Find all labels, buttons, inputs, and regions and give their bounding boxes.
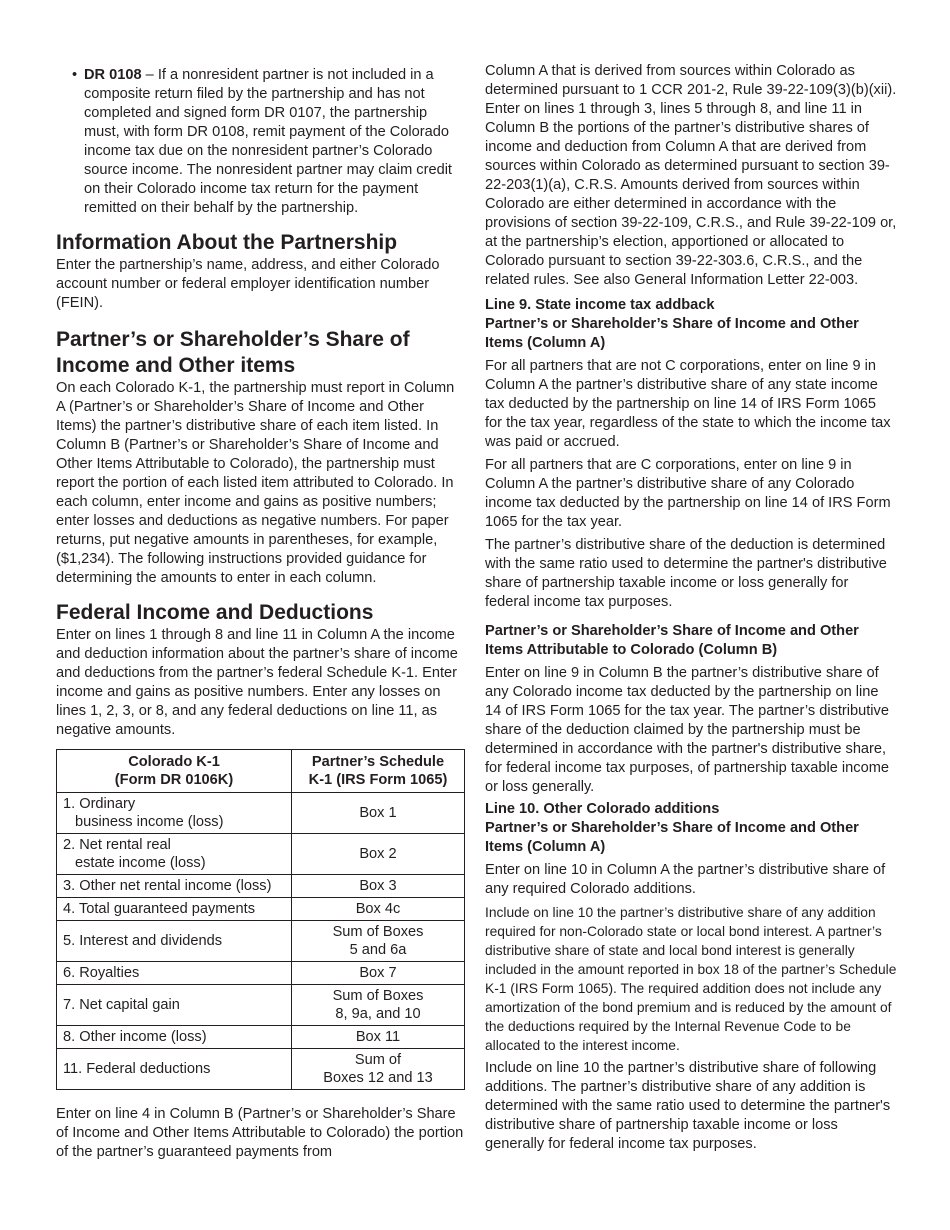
table-row bbox=[57, 921, 465, 962]
line10-paragraph-1: Enter on line 10 in Column A the partner’s distributive share of any required Colorado additions. bbox=[485, 862, 886, 897]
bullet-text: – If a nonresident partner is not included in a composite return filed by the partnership and has not completed and signed form DR 0107, the partnership must, with form DR 0108, remit payment of the Colorado income tax due on the nonresident partner’s Colorado source income. The nonresident partner may claim credit on their Colorado income tax return for the payment remitted on their behalf by the partnership. bbox=[84, 67, 452, 216]
line10-heading: Line 10. Other Colorado additions bbox=[485, 801, 720, 817]
continued-text: Column A that is derived from sources within Colorado as determined pursuant to 1 CCR 201-2, Rule 39-22-109(3)(b)(xii). Enter on lines 1 through 3, lines 5 through 8, and line 11 in Column B the portions of the partner’s distributive shares of income and deduction from Column A that are derived from sources within Colorado as determined pursuant to section 39-22-203(1)(a), C.R.S. Amounts derived from sources within Colorado are either determined in accordance with the provisions of section 39-22-109, C.R.S., and Rule 39-22-109 or, at the partnership’s election, apportioned or allocated to Colorado pursuant to section 39-22-303.6, C.R.S., and the related rules. See also General Information Letter 22-003. bbox=[485, 63, 897, 288]
line9-column-b-text: Enter on line 9 in Column B the partner’s distributive share of any Colorado income tax deducted by the partnership on line 14 of IRS Form 1065 for the tax year. The partner’s distributive share of the deduction claimed by the partnership must be determined in accordance with the partner's distributive share, for federal income tax purposes, of partnership taxable income or loss generally. bbox=[485, 665, 889, 795]
federal-box: Box 2 bbox=[292, 834, 465, 875]
table-row bbox=[57, 898, 465, 921]
table-row bbox=[57, 962, 465, 985]
line10-paragraph-3: Include on line 10 the partner’s distributive share of following additions. The partner’s distributive share of any addition is determined with the same ratio used to determine the partner's distributive share of partnership taxable income or loss generally for federal income tax purposes. bbox=[485, 1060, 891, 1152]
line9-heading: Line 9. State income tax addback bbox=[485, 297, 715, 313]
line9-paragraph-1: For all partners that are not C corporations, enter on line 9 in Column A the partner’s distributive share of any state income tax deducted by the partnership on line 14 of IRS Form 1065 for the tax year, regardless of the state to which the income tax was paid or accrued. bbox=[485, 358, 891, 450]
bullet-term: DR 0108 bbox=[84, 67, 142, 83]
right-column bbox=[485, 62, 897, 1154]
k1-mapping-table bbox=[56, 749, 465, 1090]
k1-line-item: 3. Other net rental income (loss) bbox=[57, 875, 292, 898]
line9-paragraph-2: For all partners that are C corporations, enter on line 9 in Column A the partner’s distributive share of any Colorado income tax deducted by the partnership on line 14 of IRS Form 1065 for the tax year. bbox=[485, 457, 891, 530]
table-row bbox=[57, 1026, 465, 1049]
federal-box: Sum of Boxes 8, 9a, and 10 bbox=[292, 985, 465, 1026]
fed-heading: Federal Income and Deductions bbox=[56, 601, 374, 624]
line10-column-a-heading: Partner’s or Shareholder’s Share of Income and Other Items (Column A) bbox=[485, 820, 859, 855]
federal-box: Box 1 bbox=[292, 793, 465, 834]
federal-box: Box 7 bbox=[292, 962, 465, 985]
k1-line-item: 1. Ordinary business income (loss) bbox=[57, 793, 292, 834]
line10-paragraph-2: Include on line 10 the partner’s distributive share of any addition required for non-Colorado state or local bond interest. A partner’s distributive share of state and local bond interest is generally included in the amount reported in box 18 of the partner’s Schedule K-1 (IRS Form 1065). The required addition does not include any amortization of the bond premium and is reduced by the amount of the deductions required by the Internal Revenue Code to be allocated to the interest income. bbox=[485, 905, 897, 1053]
left-column bbox=[56, 62, 466, 1162]
info-heading: Information About the Partnership bbox=[56, 231, 398, 254]
share-text: On each Colorado K-1, the partnership must report in Column A (Partner’s or Shareholder’s Share of Income and Other Items) the partner’s distributive share of each item listed. In Column B (Partner’s or Shareholder’s Share of Income and Other Items Attributable to Colorado), the partnership must report the portion of each listed item attributed to Colorado. In each column, enter income and gains as positive numbers; enter losses and deductions as negative numbers. For paper returns, put negative amounts in parentheses, for example, ($1,234). The following instructions provided guidance for determining the amounts to enter in each column. bbox=[56, 380, 455, 586]
share-heading: Partner’s or Shareholder’s Share of Income and Other items bbox=[56, 328, 410, 377]
k1-line-item: 5. Interest and dividends bbox=[57, 921, 292, 962]
dr0108-bullet bbox=[56, 66, 466, 218]
table-row bbox=[57, 1049, 465, 1090]
table-row bbox=[57, 875, 465, 898]
k1-line-item: 6. Royalties bbox=[57, 962, 292, 985]
table-row bbox=[57, 793, 465, 834]
fed-text: Enter on lines 1 through 8 and line 11 in Column A the income and deduction information about the partner’s share of income and deductions from the partner’s federal Schedule K-1. Enter income and gains as positive numbers. Enter any losses on lines 1, 2, 3, or 8, and any federal deductions on line 11, as negative amounts. bbox=[56, 627, 458, 738]
k1-line-item: 8. Other income (loss) bbox=[57, 1026, 292, 1049]
k1-line-item: 4. Total guaranteed payments bbox=[57, 898, 292, 921]
line9-column-a-heading: Partner’s or Shareholder’s Share of Income and Other Items (Column A) bbox=[485, 316, 859, 351]
bullet-marker: • bbox=[72, 67, 78, 83]
table-row bbox=[57, 985, 465, 1026]
table-header-row bbox=[57, 750, 465, 793]
table-row bbox=[57, 834, 465, 875]
federal-box: Box 3 bbox=[292, 875, 465, 898]
k1-line-item: 7. Net capital gain bbox=[57, 985, 292, 1026]
k1-line-item: 2. Net rental real estate income (loss) bbox=[57, 834, 292, 875]
header-colorado-k1: Colorado K-1 (Form DR 0106K) bbox=[57, 750, 292, 793]
line9-paragraph-3: The partner’s distributive share of the deduction is determined with the same ratio used to determine the partner's distributive share of partnership taxable income or loss generally for federal income tax purposes. bbox=[485, 537, 887, 610]
federal-box: Box 11 bbox=[292, 1026, 465, 1049]
info-text: Enter the partnership’s name, address, and either Colorado account number or federal employer identification number (FEIN). bbox=[56, 257, 440, 311]
federal-box: Sum of Boxes 5 and 6a bbox=[292, 921, 465, 962]
header-federal-k1: Partner’s Schedule K-1 (IRS Form 1065) bbox=[292, 750, 465, 793]
after-table-text: Enter on line 4 in Column B (Partner’s or Shareholder’s Share of Income and Other Items Attributable to Colorado) the portion of the partner’s guaranteed payments from bbox=[56, 1106, 464, 1160]
federal-box: Box 4c bbox=[292, 898, 465, 921]
line9-column-b-heading: Partner’s or Shareholder’s Share of Income and Other Items Attributable to Colorado (Column B) bbox=[485, 623, 859, 658]
k1-line-item: 11. Federal deductions bbox=[57, 1049, 292, 1090]
federal-box: Sum of Boxes 12 and 13 bbox=[292, 1049, 465, 1090]
